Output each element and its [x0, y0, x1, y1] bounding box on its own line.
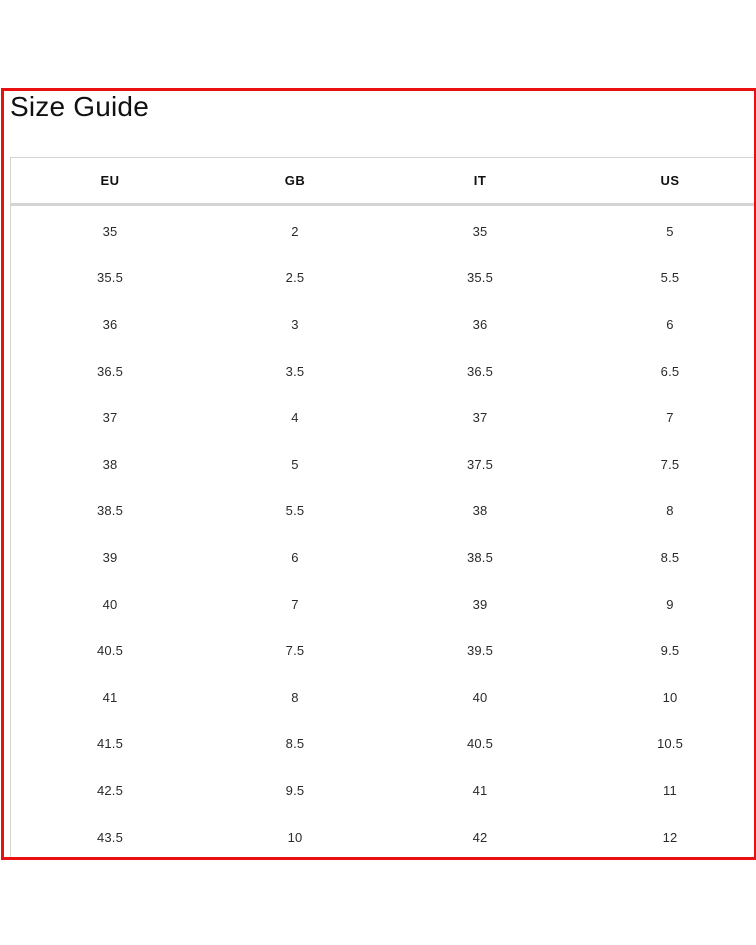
table-cell-gb: 7.5 [285, 643, 305, 659]
table-cell-it: 38.5 [466, 549, 494, 565]
table-row [11, 394, 756, 441]
table-cell-eu: 40 [102, 596, 118, 612]
column-header-it: IT [473, 173, 487, 188]
table-cell-us: 6 [666, 316, 674, 332]
table-cell-it: 38 [472, 503, 488, 519]
table-cell-gb: 3.5 [285, 363, 305, 379]
table-cell-us: 9.5 [660, 643, 680, 659]
table-cell-gb: 4 [291, 410, 299, 426]
table-cell-eu: 35.5 [96, 270, 124, 286]
table-cell-us: 5 [666, 223, 674, 239]
table-row [11, 441, 756, 488]
table-row [11, 208, 756, 255]
table-cell-it: 37 [472, 410, 488, 426]
table-cell-us: 7.5 [660, 456, 680, 472]
table-cell-us: 9 [666, 596, 674, 612]
table-row [11, 534, 756, 581]
table-cell-it: 40.5 [466, 736, 494, 752]
table-cell-us: 10 [662, 689, 678, 705]
table-cell-gb: 5 [291, 456, 299, 472]
table-header-row [11, 158, 756, 206]
table-cell-it: 40 [472, 689, 488, 705]
page-title: Size Guide [10, 91, 149, 122]
table-cell-us: 10.5 [656, 736, 684, 752]
column-header-eu: EU [100, 173, 120, 188]
table-cell-eu: 35 [102, 223, 118, 239]
table-row [11, 488, 756, 535]
table-cell-it: 36 [472, 316, 488, 332]
table-cell-it: 37.5 [466, 456, 494, 472]
table-cell-eu: 38.5 [96, 503, 124, 519]
table-cell-eu: 36.5 [96, 363, 124, 379]
table-cell-gb: 8.5 [285, 736, 305, 752]
table-cell-gb: 10 [287, 829, 303, 845]
table-row [11, 627, 756, 674]
table-row [11, 721, 756, 768]
table-cell-eu: 38 [102, 456, 118, 472]
table-cell-gb: 2 [291, 223, 299, 239]
table-cell-eu: 36 [102, 316, 118, 332]
table-row [11, 674, 756, 721]
table-cell-us: 8 [666, 503, 674, 519]
table-cell-gb: 3 [291, 316, 299, 332]
table-cell-gb: 9.5 [285, 782, 305, 798]
table-cell-us: 12 [662, 829, 678, 845]
table-row [11, 581, 756, 628]
table-cell-us: 11 [663, 782, 677, 798]
table-row [11, 814, 756, 860]
table-cell-it: 41 [472, 782, 488, 798]
table-cell-us: 6.5 [660, 363, 680, 379]
table-row [11, 348, 756, 395]
table-cell-it: 42 [472, 829, 488, 845]
table-cell-eu: 37 [102, 410, 118, 426]
table-cell-us: 8.5 [660, 549, 680, 565]
table-cell-eu: 41 [102, 689, 118, 705]
table-cell-it: 35.5 [466, 270, 494, 286]
table-cell-gb: 7 [291, 596, 299, 612]
table-cell-gb: 8 [291, 689, 299, 705]
column-header-us: US [660, 173, 680, 188]
table-cell-it: 39 [472, 596, 488, 612]
table-body [11, 206, 756, 860]
table-row [11, 301, 756, 348]
table-cell-us: 7 [666, 410, 674, 426]
table-cell-gb: 2.5 [285, 270, 305, 286]
table-cell-gb: 5.5 [285, 503, 305, 519]
size-table [10, 157, 756, 860]
table-cell-eu: 43.5 [96, 829, 124, 845]
table-cell-eu: 39 [102, 549, 118, 565]
size-guide-panel [1, 88, 756, 860]
table-cell-us: 5.5 [660, 270, 680, 286]
table-row [11, 767, 756, 814]
table-cell-it: 36.5 [466, 363, 494, 379]
table-cell-gb: 6 [291, 549, 299, 565]
table-cell-it: 35 [472, 223, 488, 239]
table-cell-eu: 40.5 [96, 643, 124, 659]
table-row [11, 255, 756, 302]
table-cell-eu: 42.5 [96, 782, 124, 798]
table-cell-it: 39.5 [466, 643, 494, 659]
table-cell-eu: 41.5 [96, 736, 124, 752]
column-header-gb: GB [284, 173, 306, 188]
